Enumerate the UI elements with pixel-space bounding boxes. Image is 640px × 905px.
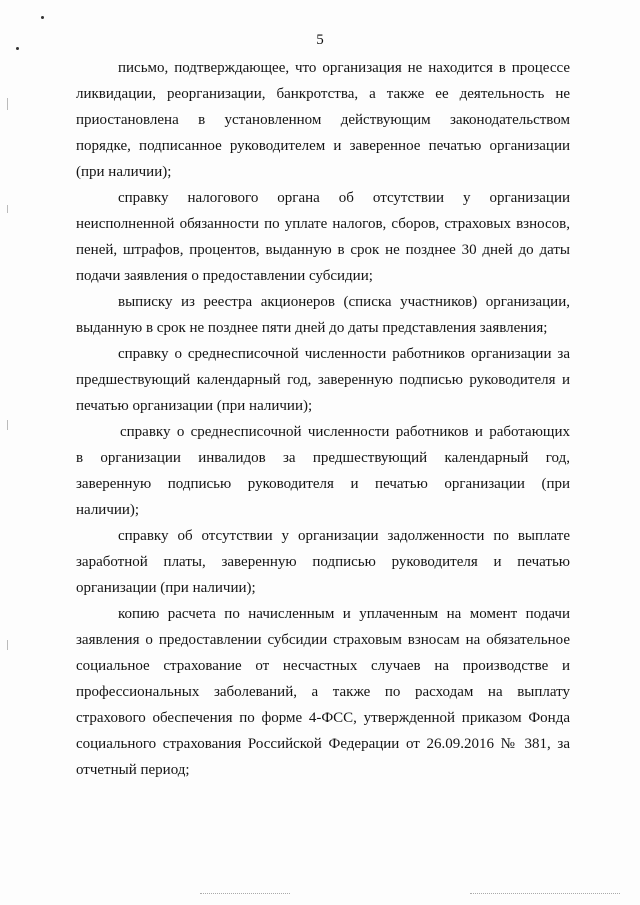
text-line: в организации инвалидов за предшествующий календарный год, bbox=[76, 450, 570, 466]
paragraph bbox=[76, 601, 570, 783]
text-line: письмо, подтверждающее, что организация не находится в процессе bbox=[118, 60, 570, 76]
scan-edge-mark bbox=[7, 205, 8, 213]
text-line: справку о среднесписочной численности работников и работающих bbox=[120, 424, 570, 440]
body-text bbox=[76, 55, 570, 783]
scan-edge-dots bbox=[200, 893, 290, 895]
scan-edge-dots bbox=[470, 893, 620, 895]
text-line: порядке, подписанное руководителем и заверенное печатью организации bbox=[76, 138, 570, 154]
text-line: копию расчета по начисленным и уплаченным на момент подачи bbox=[118, 606, 570, 622]
text-line: страхового обеспечения по форме 4-ФСС, утвержденной приказом Фонда bbox=[76, 710, 570, 726]
text-line: печатью организации (при наличии); bbox=[76, 398, 313, 414]
text-line: подачи заявления о предоставлении субсидии; bbox=[76, 268, 373, 284]
scan-edge-mark bbox=[7, 640, 8, 650]
scan-edge-mark bbox=[7, 420, 8, 430]
text-line: предшествующий календарный год, заверенную подписью руководителя и bbox=[76, 372, 570, 388]
paragraph bbox=[76, 289, 570, 341]
text-line: справку об отсутствии у организации задолженности по выплате bbox=[118, 528, 570, 544]
page-number: 5 bbox=[316, 32, 324, 48]
text-line: справку о среднесписочной численности работников организации за bbox=[118, 346, 570, 362]
text-line: заработной платы, заверенную подписью руководителя и печатью bbox=[76, 554, 570, 570]
paragraph bbox=[76, 55, 570, 185]
text-line: приостановлена в установленном действующим законодательством bbox=[76, 112, 570, 128]
scan-edge-mark bbox=[7, 98, 8, 110]
paragraph bbox=[76, 341, 570, 419]
text-line: справку налогового органа об отсутствии у организации bbox=[118, 190, 570, 206]
text-line: организации (при наличии); bbox=[76, 580, 256, 596]
text-line: социального страхования Российской Федерации от 26.09.2016 № 381, за bbox=[76, 736, 570, 752]
text-line: пеней, штрафов, процентов, выданную в срок не позднее 30 дней до даты bbox=[76, 242, 570, 258]
text-line: наличии); bbox=[76, 502, 140, 518]
text-line: социальное страхование от несчастных случаев на производстве и bbox=[76, 658, 570, 674]
text-line: заявления о предоставлении субсидии страховым взносам на обязательное bbox=[76, 632, 570, 648]
text-line: (при наличии); bbox=[76, 164, 172, 180]
text-line: отчетный период; bbox=[76, 762, 190, 778]
text-line: профессиональных заболеваний, а также по расходам на выплату bbox=[76, 684, 570, 700]
scan-speck bbox=[41, 16, 44, 19]
text-line: ликвидации, реорганизации, банкротства, а также ее деятельность не bbox=[76, 86, 570, 102]
paragraph bbox=[76, 185, 570, 289]
text-line: выписку из реестра акционеров (списка участников) организации, bbox=[118, 294, 570, 310]
text-line: неисполненной обязанности по уплате налогов, сборов, страховых взносов, bbox=[76, 216, 570, 232]
paragraph bbox=[76, 523, 570, 601]
text-line: выданную в срок не позднее пяти дней до даты представления заявления; bbox=[76, 320, 548, 336]
paragraph bbox=[76, 419, 570, 523]
text-line: заверенную подписью руководителя и печатью организации (при bbox=[76, 476, 570, 492]
